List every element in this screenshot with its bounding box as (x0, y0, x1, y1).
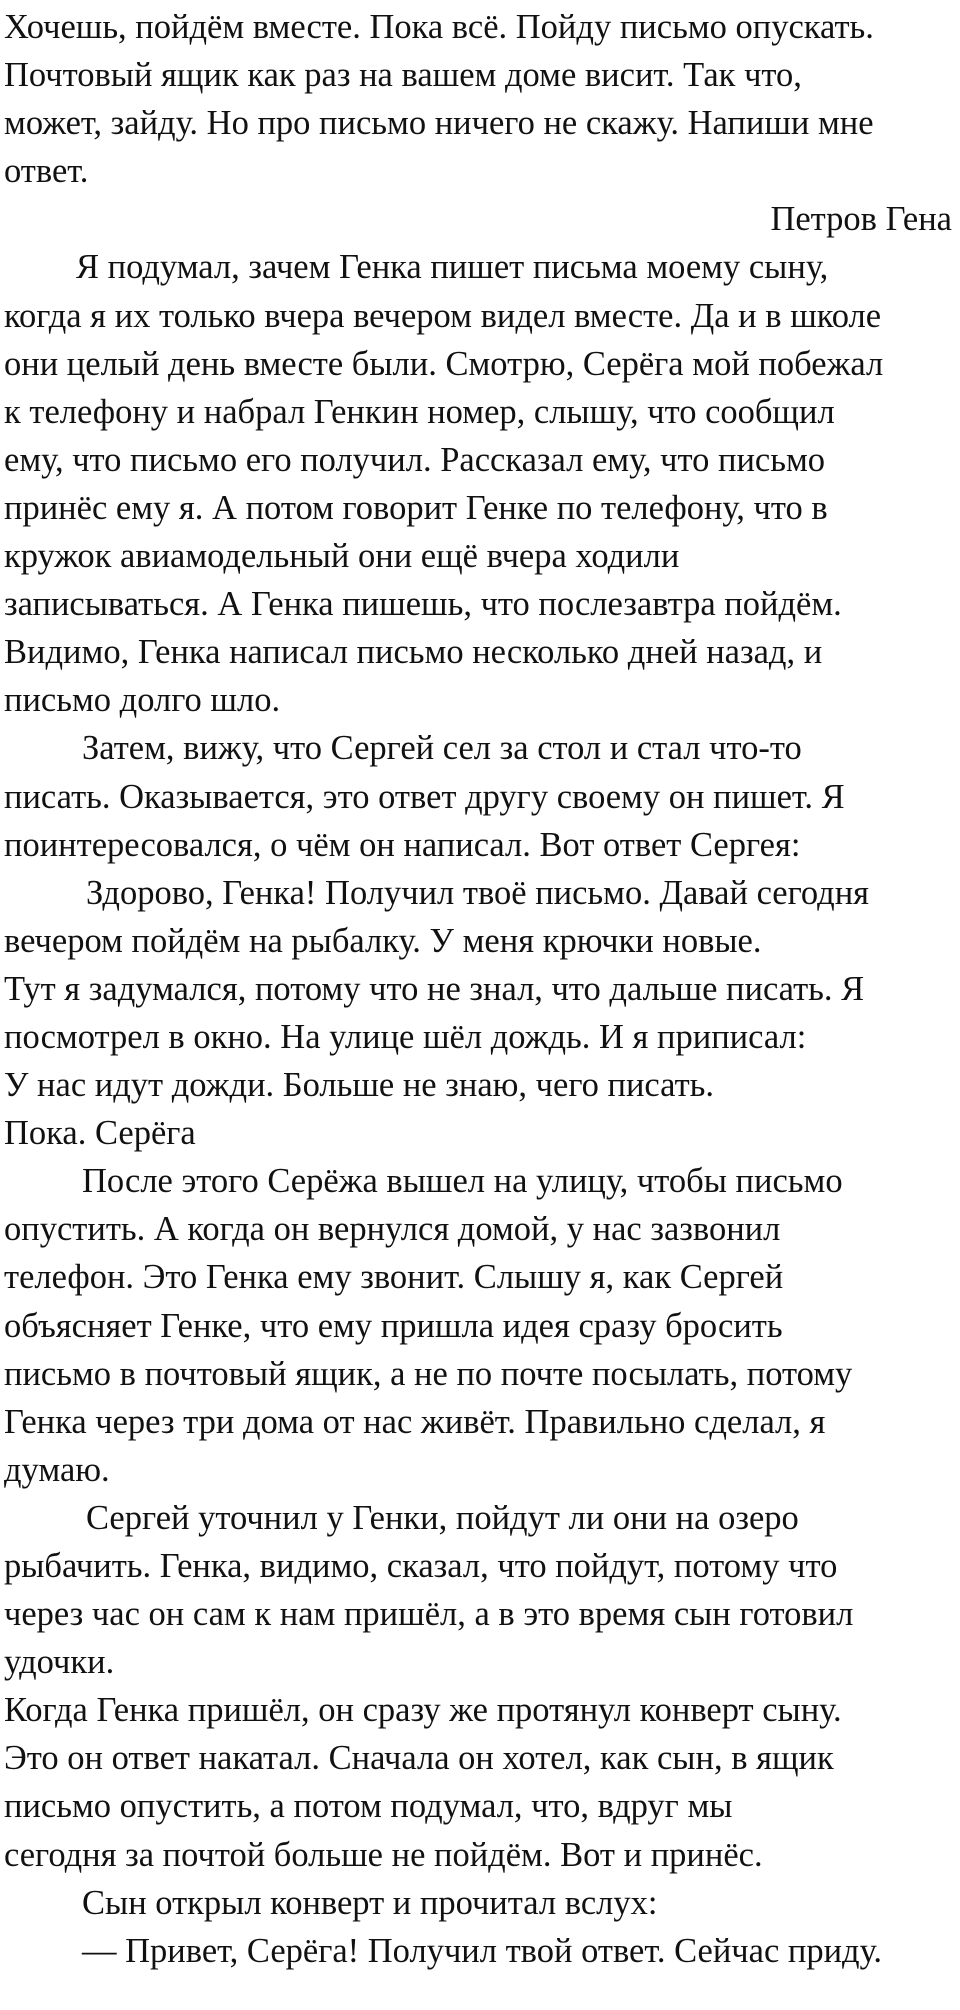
paragraph-father-thinks: Я подумал, зачем Генка пишет письма моему сыну, когда я их только вчера вечером видел вместе. Да и в школе они целый день вместе были. Смотрю, Серёга мой побежал к телефону и набрал Генкин номер, слышу, что сообщил ему, что письмо его получил. Рассказал ему, что письмо принёс ему я. А потом говорит Генке по телефону, что в кружок авиамодельный они ещё вчера ходили записываться. А Генка пишешь, что послезавтра пойдём. Видимо, Генка написал письмо несколько дней назад, и письмо долго шло. (4, 248, 884, 720)
paragraph-sergey-writes: Затем, вижу, что Сергей сел за стол и стал что-то писать. Оказывается, это ответ другу своему он пишет. Я поинтересовался, о чём он написал. Вот ответ Сергея: (4, 729, 845, 864)
paragraph-reads-aloud: Сын открыл конверт и прочитал вслух: (82, 1883, 658, 1922)
paragraph-fishing: Сергей уточнил у Генки, пойдут ли они на озеро рыбачить. Генка, видимо, сказал, что пойдут, потому что через час он сам к нам пришёл, а в это время сын готовил удочки. (4, 1498, 854, 1682)
signature-gena: Петров Гена (770, 200, 952, 239)
document-page (4, 3, 956, 1975)
letter-gena-ending: Хочешь, пойдём вместе. Пока всё. Пойду письмо опускать. Почтовый ящик как раз на вашем доме висит. Так что, может, зайду. Но про письмо ничего не скажу. Напиши мне ответ. (4, 8, 874, 191)
paragraph-gena-arrives: Когда Генка пришёл, он сразу же протянул конверт сыну. Это он ответ накатал. Сначала он хотел, как сын, в ящик письмо опустить, а потом подумал, что, вдруг мы сегодня за почтой больше не пойдём. Вот и принёс. (4, 1691, 842, 1874)
paragraph-last-line: — Привет, Серёга! Получил твой ответ. Сейчас приду. (82, 1931, 883, 1970)
letter-sergey-continuation: Тут я задумался, потому что не знал, что дальше писать. Я посмотрел в окно. На улице шёл дождь. И я приписал: У нас идут дожди. Больше не знаю, чего писать. Пока. Серёга (4, 969, 865, 1153)
letter-sergey-opening: Здорово, Генка! Получил твоё письмо. Давай сегодня вечером пойдём на рыбалку. У меня крючки новые. (4, 873, 870, 960)
paragraph-phone-call: После этого Серёжа вышел на улицу, чтобы письмо опустить. А когда он вернулся домой, у нас зазвонил телефон. Это Генка ему звонит. Слышу я, как Сергей объясняет Генке, что ему пришла идея сразу бросить письмо в почтовый ящик, а не по почте посылать, потому Генка через три дома от нас живёт. Правильно сделал, я думаю. (4, 1162, 853, 1489)
